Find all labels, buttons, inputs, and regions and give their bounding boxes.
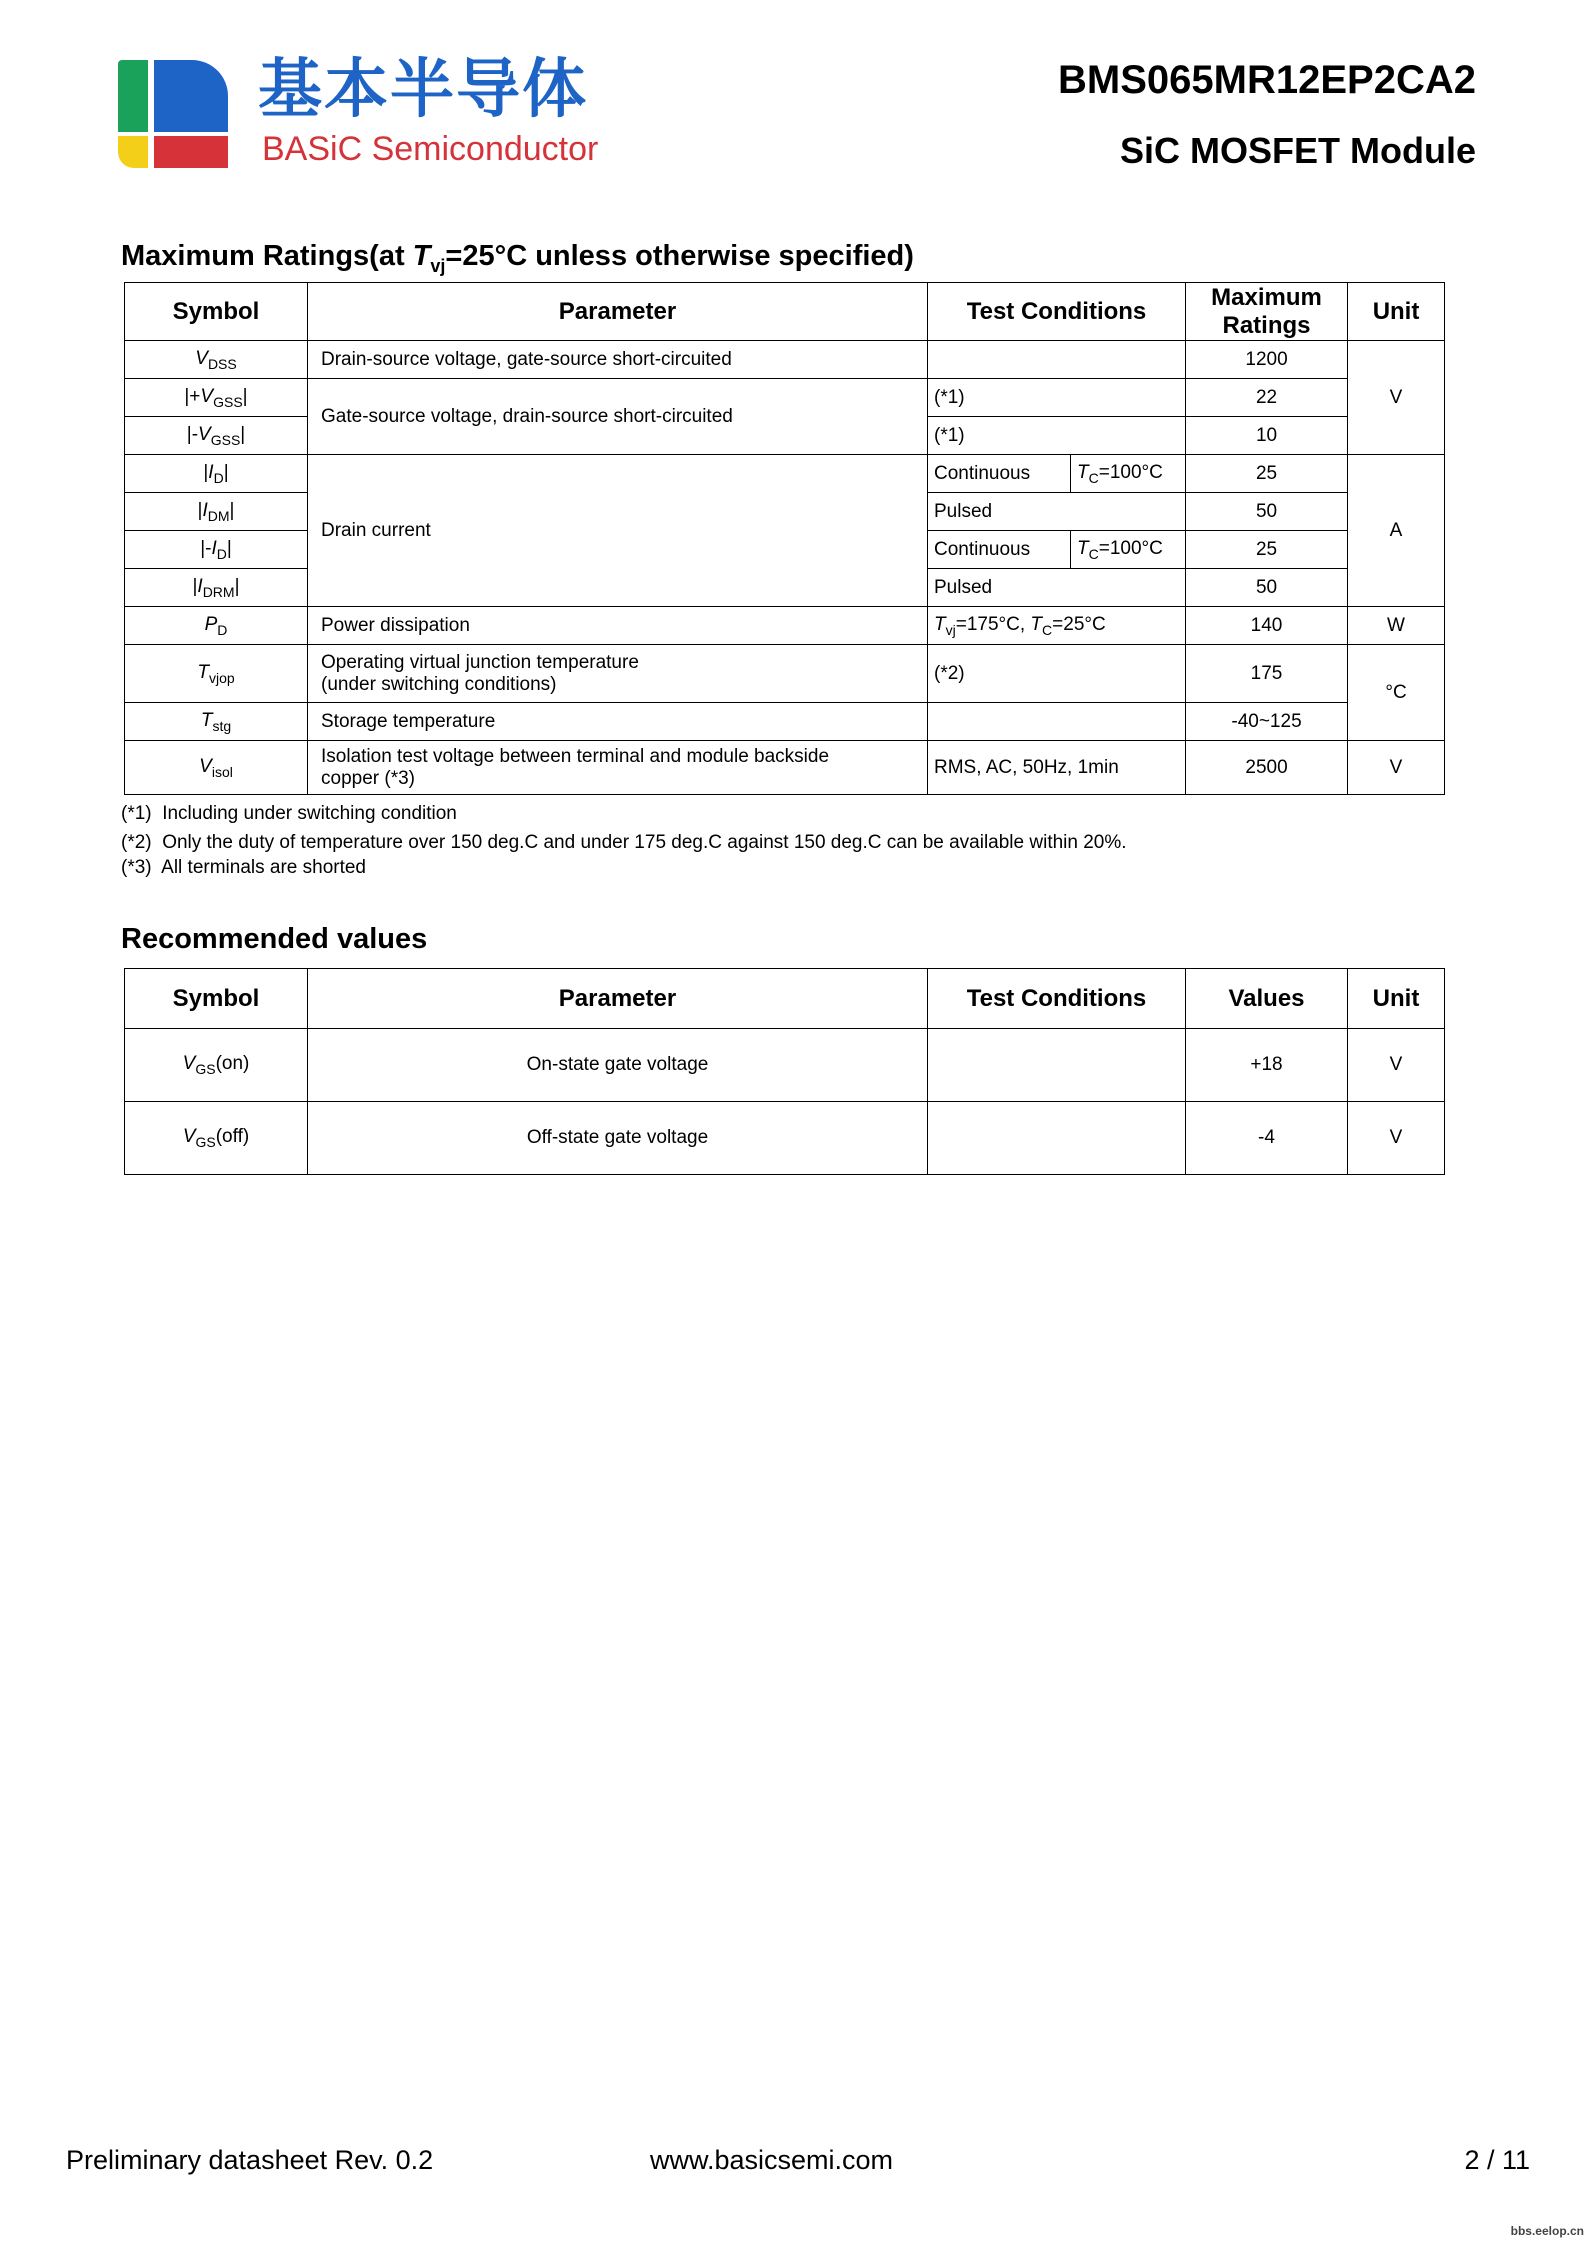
symbol-vgs-on: $V_{GS}(on)$	[125, 1029, 308, 1102]
cond-pd: $T_{vj}=175^\circ C$, $T_C=25^\circ C$	[928, 607, 1186, 645]
header-symbol: Symbol	[125, 969, 308, 1029]
value-vgs-on: +18	[1186, 1029, 1348, 1102]
param-tstg: Storage temperature	[308, 703, 928, 741]
param-visol: Isolation test voltage between terminal and module backside copper (*3)	[308, 741, 928, 795]
max-ratings-table	[124, 282, 1445, 795]
header-unit: Unit	[1348, 283, 1445, 341]
symbol-visol: $V_{isol}$	[125, 741, 308, 795]
table-row	[125, 741, 1445, 795]
cond-visol: RMS, AC, 50Hz, 1min	[928, 741, 1186, 795]
header-test-conditions: Test Conditions	[928, 969, 1186, 1029]
header-max-ratings: Maximum Ratings	[1186, 283, 1348, 341]
cond-id-temp: $T_C=100^\circ C$	[1071, 455, 1186, 493]
value-id-neg: 25	[1186, 531, 1348, 569]
unit-vgs-off: V	[1348, 1102, 1445, 1175]
cond-vdss	[928, 341, 1186, 379]
unit-a: A	[1348, 455, 1445, 607]
table-row	[125, 607, 1445, 645]
footnote-3: (*3) All terminals are shorted	[121, 857, 367, 878]
value-vgss-neg: 10	[1186, 417, 1348, 455]
param-vdss: Drain-source voltage, gate-source short-circuited	[308, 341, 928, 379]
value-id: 25	[1186, 455, 1348, 493]
cond-idrm: Pulsed	[928, 569, 1186, 607]
value-tvjop: 175	[1186, 645, 1348, 703]
footer-page-number: 2 / 11	[1464, 2145, 1530, 2175]
symbol-vgss-neg: $|-V_{GSS}|$	[125, 417, 308, 455]
header-parameter: Parameter	[308, 969, 928, 1029]
table-row	[125, 455, 1445, 493]
cond-vgss-pos: (*1)	[928, 379, 1186, 417]
cond-vgs-off	[928, 1102, 1186, 1175]
symbol-id-neg: $|-I_D|$	[125, 531, 308, 569]
header-unit: Unit	[1348, 969, 1445, 1029]
cond-vgss-neg: (*1)	[928, 417, 1186, 455]
symbol-vgs-off: $V_{GS}(off)$	[125, 1102, 308, 1175]
header-parameter: Parameter	[308, 283, 928, 341]
symbol-vdss: $V_{DSS}$	[125, 341, 308, 379]
footnote-1: (*1) Including under switching condition	[121, 803, 457, 824]
part-number: BMS065MR12EP2CA2	[1058, 58, 1476, 102]
watermark: bbs.eelop.cn	[1510, 2224, 1584, 2238]
cond-tvjop: (*2)	[928, 645, 1186, 703]
company-name-chinese: 基本半导体	[258, 53, 588, 127]
footer-revision: Preliminary datasheet Rev. 0.2	[66, 2145, 434, 2175]
cond-id-neg-temp: $T_C=100^\circ C$	[1071, 531, 1186, 569]
header-values: Values	[1186, 969, 1348, 1029]
table-header-row	[125, 283, 1445, 341]
cond-vgs-on	[928, 1029, 1186, 1102]
recommended-values-title: Recommended values	[121, 923, 428, 955]
device-type: SiC MOSFET Module	[1120, 130, 1476, 171]
symbol-vgss-pos: $|+V_{GSS}|$	[125, 379, 308, 417]
param-vgs-off: Off-state gate voltage	[308, 1102, 928, 1175]
footer-website-link[interactable]: www.basicsemi.com	[650, 2145, 894, 2175]
unit-visol: V	[1348, 741, 1445, 795]
unit-vgs-on: V	[1348, 1029, 1445, 1102]
symbol-tstg: $T_{stg}$	[125, 703, 308, 741]
table-row	[125, 703, 1445, 741]
param-tvjop: Operating virtual junction temperature (under switching conditions)	[308, 645, 928, 703]
symbol-id: $|I_D|$	[125, 455, 308, 493]
cond-idm: Pulsed	[928, 493, 1186, 531]
unit-celsius: °C	[1348, 645, 1445, 741]
unit-v: V	[1348, 341, 1445, 455]
param-drain-current: Drain current	[308, 455, 928, 607]
symbol-tvjop: $T_{vjop}$	[125, 645, 308, 703]
max-ratings-title: Maximum Ratings(at $T_{vj}=25^\circ C$ unless otherwise specified)	[121, 240, 914, 276]
table-row	[125, 341, 1445, 379]
value-vgss-pos: 22	[1186, 379, 1348, 417]
param-vgss: Gate-source voltage, drain-source short-circuited	[308, 379, 928, 455]
table-header-row	[125, 969, 1445, 1029]
recommended-values-table	[124, 968, 1445, 1175]
value-idrm: 50	[1186, 569, 1348, 607]
table-row	[125, 1029, 1445, 1102]
value-pd: 140	[1186, 607, 1348, 645]
symbol-idm: $|I_{DM}|$	[125, 493, 308, 531]
cond-tstg	[928, 703, 1186, 741]
symbol-idrm: $|I_{DRM}|$	[125, 569, 308, 607]
value-visol: 2500	[1186, 741, 1348, 795]
param-vgs-on: On-state gate voltage	[308, 1029, 928, 1102]
cond-id-mode: Continuous	[928, 455, 1071, 493]
param-pd: Power dissipation	[308, 607, 928, 645]
company-name-english: BASiC Semiconductor	[262, 130, 599, 168]
unit-w: W	[1348, 607, 1445, 645]
header-symbol: Symbol	[125, 283, 308, 341]
value-idm: 50	[1186, 493, 1348, 531]
value-tstg: -40~125	[1186, 703, 1348, 741]
company-logo-mark	[118, 60, 228, 168]
footnote-2: (*2) Only the duty of temperature over 150 deg.C and under 175 deg.C against 150 deg.C can be available within 20%.	[121, 832, 1127, 853]
table-row	[125, 1102, 1445, 1175]
header-test-conditions: Test Conditions	[928, 283, 1186, 341]
symbol-pd: $P_D$	[125, 607, 308, 645]
table-row	[125, 379, 1445, 417]
table-row	[125, 645, 1445, 703]
value-vdss: 1200	[1186, 341, 1348, 379]
value-vgs-off: -4	[1186, 1102, 1348, 1175]
cond-id-neg-mode: Continuous	[928, 531, 1071, 569]
